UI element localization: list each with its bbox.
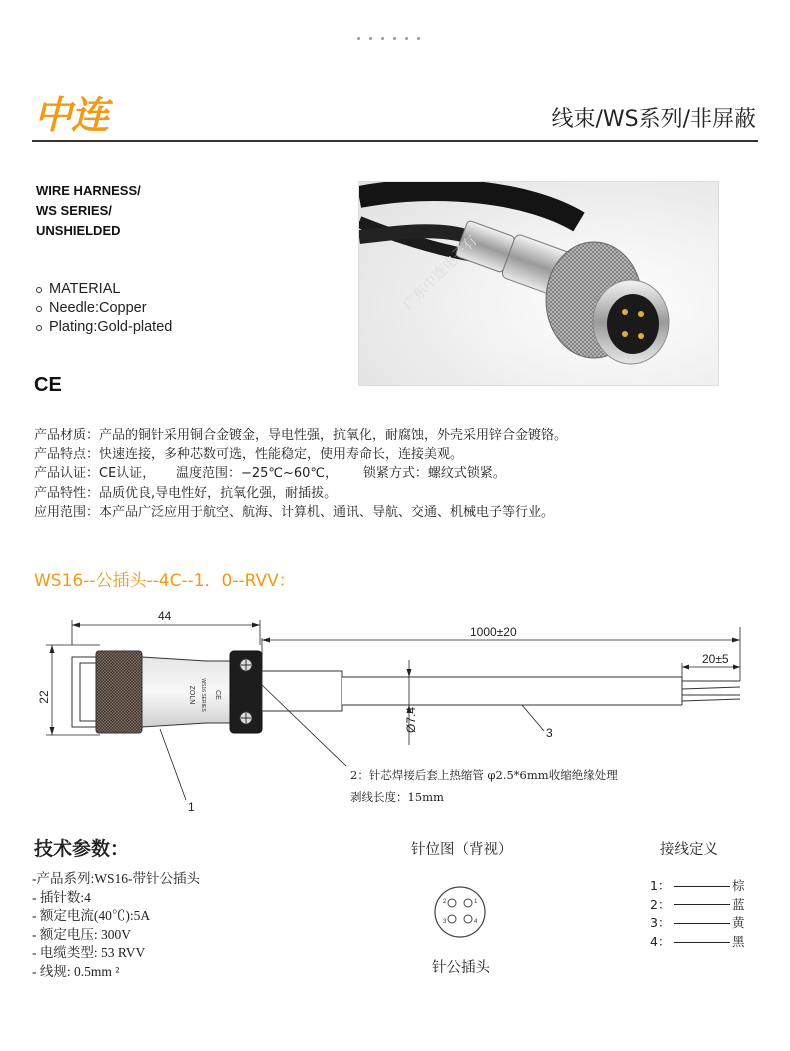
list-item: - 额定电流(40℃):5A: [32, 908, 151, 924]
label-1: 1: [188, 800, 195, 814]
product-photo: [358, 181, 719, 386]
wiring-row: 2： 蓝: [650, 896, 745, 912]
pin-diagram: [425, 877, 495, 947]
list-item: - 电缆类型: 53 RVV: [32, 945, 146, 961]
list-item: - 线规: 0.5mm ²: [32, 963, 120, 979]
pin-label: 1: [474, 899, 478, 905]
description-line: 产品特性：品质优良,导电性好，抗氧化强，耐插拔。: [34, 485, 338, 501]
dim-length: 44: [158, 609, 172, 623]
wiring-row: 4： 黑: [650, 933, 745, 949]
ce-mark: CE: [34, 374, 62, 396]
connector-brand: ZOLN: [188, 685, 195, 705]
bullet-icon: [36, 287, 42, 293]
brand-logo: 中连: [34, 93, 109, 137]
english-title-line: UNSHIELDED: [36, 223, 121, 238]
list-item: - 额定电压: 300V: [32, 926, 131, 942]
wiring-line: [674, 904, 730, 905]
description-line: 产品认证：CE认证， 温度范围：−25℃~60℃， 锁紧方式：螺纹式锁紧。: [34, 466, 506, 482]
dim-cable-length: 1000±20: [470, 625, 517, 639]
tech-params-title: 技术参数：: [34, 838, 130, 860]
list-item: Plating:Gold-plated: [36, 318, 172, 337]
wiring-line: [674, 886, 730, 887]
page-indicator-dots: [357, 25, 437, 35]
list-item: MATERIAL: [36, 280, 172, 299]
dim-diameter: Ø7.4: [404, 706, 418, 734]
pin-diagram-caption: 针公插头: [432, 960, 490, 976]
wiring-line: [674, 923, 730, 924]
description-line: 产品材质：产品的铜针采用铜合金镀金，导电性强，抗氧化，耐腐蚀，外壳采用锌合金镀铬。: [34, 428, 568, 443]
list-item: Needle:Copper: [36, 299, 172, 318]
product-description: [34, 426, 567, 522]
pin-diagram-title: 针位图（背视）: [411, 842, 513, 858]
list-item: - 插针数:4: [32, 889, 91, 905]
pin-label: 2: [443, 899, 447, 905]
wiring-row: 1： 棕: [650, 878, 745, 893]
wiring-row: 3： 黄: [650, 915, 745, 931]
wiring-line: [674, 942, 730, 943]
english-title: [36, 181, 141, 241]
label-3: 3: [546, 726, 553, 740]
dim-height: 22: [37, 690, 51, 704]
material-list: [36, 280, 172, 337]
list-item: -产品系列:WS16-带针公插头: [32, 871, 200, 886]
drawing-note-2: 剥线长度：15mm: [350, 790, 444, 804]
drawing-note-1: 2：针芯焊接后套上热缩管 φ2.5*6mm收缩绝缘处理: [350, 768, 618, 782]
photo-watermark: 广东中连电子有: [400, 232, 481, 314]
pin-label: 4: [474, 919, 478, 925]
description-line: 应用范围：本产品广泛应用于航空、航海、计算机、通讯、导航、交通、机械电子等行业。: [34, 504, 555, 520]
series-title: 线束/WS系列/非屏蔽: [551, 107, 756, 132]
wiring-list: [650, 877, 745, 951]
description-line: 产品特点：快速连接，多种芯数可选，性能稳定，使用寿命长，连接美观。: [34, 447, 464, 463]
wiring-title: 接线定义: [660, 842, 718, 858]
english-title-line: WIRE HARNESS/: [36, 183, 141, 198]
dim-strip-length: 20±5: [702, 652, 729, 666]
model-title: WS16--公插头--4C--1．0--RVV：: [34, 571, 296, 591]
bullet-icon: [36, 325, 42, 331]
header-divider: [32, 140, 758, 142]
tech-params-list: [32, 870, 200, 982]
english-title-line: WS SERIES/: [36, 203, 112, 218]
connector-series: WS16 SERIES: [200, 678, 206, 712]
connector-ce: CE: [214, 690, 221, 700]
bullet-icon: [36, 306, 42, 312]
pin-label: 3: [443, 919, 447, 925]
technical-drawing: [30, 605, 770, 820]
